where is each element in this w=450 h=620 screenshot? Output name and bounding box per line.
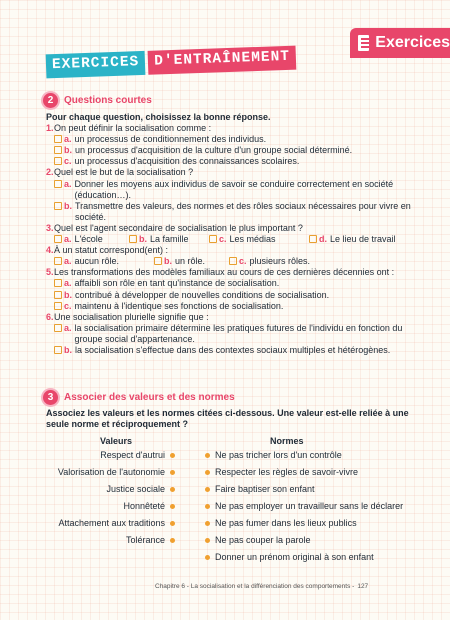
banner-part1: EXERCICES [46, 51, 146, 78]
section-title: Questions courtes [64, 95, 152, 106]
answer-option[interactable]: b. La famille [129, 234, 209, 245]
question: 5. Les transformations des modèles familiaux au cours de ces dernières décennies ont : [46, 267, 395, 278]
connector-dot[interactable] [205, 487, 210, 492]
value-item[interactable]: Valorisation de l'autonomie [58, 467, 175, 477]
checkbox[interactable] [54, 302, 62, 310]
column-header-norms: Normes [270, 436, 304, 446]
section-3-header [43, 390, 235, 405]
question: 6. Une socialisation plurielle signifie que : [46, 311, 209, 322]
page-footer [155, 583, 368, 590]
norm-item[interactable]: Donner un prénom original à son enfant [205, 552, 374, 562]
norm-item[interactable]: Ne pas employer un travailleur sans le déclarer [205, 501, 403, 511]
connector-dot[interactable] [170, 504, 175, 509]
document-icon [358, 35, 369, 51]
connector-dot[interactable] [170, 470, 175, 475]
checkbox[interactable] [54, 146, 62, 154]
exercices-tab-title: Exercices [375, 34, 450, 51]
answer-option[interactable]: b. contribué à développer de nouvelles conditions de socialisation. [54, 290, 416, 301]
answer-option[interactable]: a. la socialisation primaire détermine les pratiques futures de l'individu en fonction du groupe social d'appartenance. [54, 323, 416, 345]
exercices-tab [350, 28, 450, 58]
answer-row [54, 234, 416, 245]
checkbox[interactable] [309, 235, 317, 243]
checkbox[interactable] [54, 202, 62, 210]
connector-dot[interactable] [205, 555, 210, 560]
checkbox[interactable] [54, 235, 62, 243]
connector-dot[interactable] [170, 453, 175, 458]
answer-option[interactable]: b. un processus d'acquisition de la culture d'un groupe social déterminé. [54, 145, 416, 156]
checkbox[interactable] [54, 324, 62, 332]
section-number-badge: 2 [43, 93, 58, 108]
answer-option[interactable]: d. Le lieu de travail [309, 234, 396, 245]
answer-row [54, 256, 416, 267]
answer-option[interactable]: a. aucun rôle. [54, 256, 154, 267]
checkbox[interactable] [129, 235, 137, 243]
answer-option[interactable]: a. un processus de conditionnement des individus. [54, 134, 416, 145]
question: 3. Quel est l'agent secondaire de socialisation le plus important ? [46, 222, 303, 233]
section-number-badge: 3 [43, 390, 58, 405]
value-item[interactable]: Respect d'autrui [100, 450, 175, 460]
checkbox[interactable] [54, 135, 62, 143]
norm-item[interactable]: Respecter les règles de savoir-vivre [205, 467, 358, 477]
checkbox[interactable] [54, 157, 62, 165]
answer-option[interactable]: c. un processus d'acquisition des connaissances scolaires. [54, 156, 416, 167]
checkbox[interactable] [54, 346, 62, 354]
answer-option[interactable]: a. Donner les moyens aux individus de savoir se conduire correctement en société (éducation…). [54, 179, 416, 201]
checkbox[interactable] [209, 235, 217, 243]
checkbox[interactable] [154, 257, 162, 265]
section-2-header [43, 93, 152, 108]
page-number: 127 [357, 583, 369, 590]
checkbox[interactable] [229, 257, 237, 265]
answer-option[interactable]: b. un rôle. [154, 256, 229, 267]
section-title: Associer des valeurs et des normes [64, 392, 235, 403]
banner-part2: D'ENTRAÎNEMENT [148, 46, 297, 75]
footer-chapter: Chapitre 6 - La socialisation et la différenciation des comportements - [155, 583, 355, 590]
norm-item[interactable]: Ne pas fumer dans les lieux publics [205, 518, 357, 528]
question: 4. À un statut correspond(ent) : [46, 245, 169, 256]
answer-option[interactable]: c. maintenu à l'identique ses fonctions de socialisation. [54, 301, 416, 312]
checkbox[interactable] [54, 291, 62, 299]
answer-option[interactable]: a. L'école [54, 234, 129, 245]
value-item[interactable]: Attachement aux traditions [58, 518, 175, 528]
norm-item[interactable]: Faire baptiser son enfant [205, 484, 315, 494]
section-3-instruction: Associez les valeurs et les normes citées ci-dessous. Une valeur est-elle reliée à une seule norme et réciproquement ? [46, 408, 409, 430]
norm-item[interactable]: Ne pas couper la parole [205, 535, 311, 545]
checkbox[interactable] [54, 257, 62, 265]
connector-dot[interactable] [205, 470, 210, 475]
answer-option[interactable]: a. affaibli son rôle en tant qu'instance de socialisation. [54, 278, 416, 289]
connector-dot[interactable] [205, 538, 210, 543]
connector-dot[interactable] [205, 504, 210, 509]
checkbox[interactable] [54, 279, 62, 287]
answer-option[interactable]: c. plusieurs rôles. [229, 256, 310, 267]
connector-dot[interactable] [205, 453, 210, 458]
column-header-values: Valeurs [100, 436, 133, 446]
answer-option[interactable]: b. Transmettre des valeurs, des normes et des rôles sociaux nécessaires pour vivre en société. [54, 201, 416, 223]
value-item[interactable]: Justice sociale [106, 484, 175, 494]
value-item[interactable]: Honnêteté [123, 501, 175, 511]
question: 2. Quel est le but de la socialisation ? [46, 167, 194, 178]
connector-dot[interactable] [205, 521, 210, 526]
answer-option[interactable]: b. la socialisation s'effectue dans des contextes sociaux multiples et hétérogènes. [54, 345, 416, 356]
instruction: Pour chaque question, choisissez la bonne réponse. [46, 112, 271, 122]
connector-dot[interactable] [170, 487, 175, 492]
norm-item[interactable]: Ne pas tricher lors d'un contrôle [205, 450, 342, 460]
connector-dot[interactable] [170, 538, 175, 543]
question: 1. On peut définir la socialisation comme : [46, 123, 212, 134]
connector-dot[interactable] [170, 521, 175, 526]
checkbox[interactable] [54, 180, 62, 188]
exercise-banner [46, 46, 297, 81]
section-2-content [46, 112, 416, 356]
answer-option[interactable]: c. Les médias [209, 234, 309, 245]
value-item[interactable]: Tolérance [126, 535, 175, 545]
